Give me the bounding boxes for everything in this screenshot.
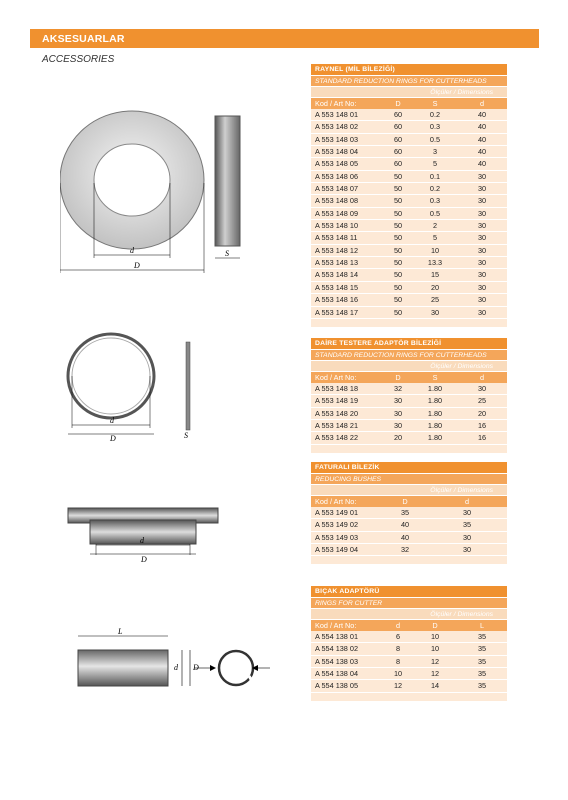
table-row bbox=[311, 134, 507, 146]
table-cell: 35 bbox=[477, 681, 487, 691]
table-cell: 30 bbox=[430, 307, 440, 317]
table-row bbox=[311, 183, 507, 195]
table-cell: 8 bbox=[395, 644, 401, 654]
table-row bbox=[311, 519, 507, 531]
table-cell: 25 bbox=[477, 396, 487, 406]
table-cell: 50 bbox=[393, 307, 403, 317]
table-cell: 3 bbox=[432, 147, 438, 157]
table-cell: 14 bbox=[430, 681, 440, 691]
table-cell: 50 bbox=[393, 171, 403, 181]
table-cell: 35 bbox=[400, 508, 410, 517]
table-cell: 10 bbox=[430, 245, 440, 255]
table-cell: A 553 149 03 bbox=[315, 532, 359, 542]
table-cell: 30 bbox=[462, 545, 472, 555]
dim-D-label: D bbox=[193, 663, 199, 672]
cutter-ring-drawing bbox=[64, 628, 274, 698]
column-header: Kod / Art No: bbox=[315, 497, 357, 506]
table-cell: 2 bbox=[432, 221, 438, 231]
table-cell: 30 bbox=[477, 307, 487, 317]
table-cell: 10 bbox=[393, 669, 403, 679]
table-cell: 10 bbox=[430, 644, 440, 654]
column-header: D bbox=[402, 497, 408, 506]
dim-d-label: d bbox=[174, 663, 178, 672]
table-cell: 6 bbox=[395, 632, 401, 641]
table-cell: A 553 148 09 bbox=[315, 208, 359, 218]
table-cell: 16 bbox=[477, 421, 487, 431]
column-header: d bbox=[479, 99, 485, 108]
table-cell: 13.3 bbox=[427, 258, 443, 268]
table-row bbox=[311, 171, 507, 183]
table-cell: 50 bbox=[393, 196, 403, 206]
table-row bbox=[311, 146, 507, 158]
table-cell: 25 bbox=[430, 295, 440, 305]
table-cell: 50 bbox=[393, 270, 403, 280]
table-cell: A 554 138 01 bbox=[315, 632, 359, 641]
table-row bbox=[311, 631, 507, 643]
table-cell: 40 bbox=[477, 110, 487, 119]
table-row bbox=[311, 220, 507, 232]
table-cell: A 553 148 14 bbox=[315, 270, 359, 280]
table-row bbox=[311, 109, 507, 121]
dim-D-label: D bbox=[110, 434, 116, 443]
table-cell: 20 bbox=[430, 282, 440, 292]
table-cell: 1.80 bbox=[427, 421, 443, 431]
table-cell: 0.3 bbox=[429, 196, 441, 206]
table-cell: 50 bbox=[393, 184, 403, 194]
table-cell: 10 bbox=[430, 632, 440, 641]
table-reducing-bushes bbox=[311, 462, 507, 564]
table-header-row bbox=[311, 371, 507, 383]
table-row bbox=[311, 643, 507, 655]
table-cell: 30 bbox=[477, 245, 487, 255]
table-row bbox=[311, 307, 507, 319]
table-cell: 1.80 bbox=[427, 384, 443, 393]
table-cell: 30 bbox=[477, 184, 487, 194]
table-cutter-rings bbox=[311, 586, 507, 701]
table-cell: 35 bbox=[462, 520, 472, 530]
table-cell: 1.80 bbox=[427, 433, 443, 443]
table-cell: 35 bbox=[477, 669, 487, 679]
table-cell: 30 bbox=[462, 532, 472, 542]
table-cell: A 553 148 21 bbox=[315, 421, 359, 431]
table-row bbox=[311, 294, 507, 306]
table-cell: A 553 149 01 bbox=[315, 508, 359, 517]
table-cell: 30 bbox=[477, 196, 487, 206]
table-cell: 60 bbox=[393, 110, 403, 119]
table-dimensions-label: Ölçüler / Dimensions bbox=[311, 608, 507, 619]
table-cell: 12 bbox=[430, 656, 440, 666]
column-header: d bbox=[395, 621, 401, 630]
table-cell: A 553 148 03 bbox=[315, 134, 359, 144]
table-cell: A 553 148 20 bbox=[315, 408, 359, 418]
table-cell: 50 bbox=[393, 282, 403, 292]
table-cell: 0.5 bbox=[429, 134, 441, 144]
table-cell: 30 bbox=[477, 384, 487, 393]
table-row bbox=[311, 507, 507, 519]
column-header: d bbox=[479, 373, 485, 382]
table-row bbox=[311, 408, 507, 420]
table-row bbox=[311, 420, 507, 432]
table-cell: A 553 149 02 bbox=[315, 520, 359, 530]
table-row bbox=[311, 668, 507, 680]
table-cell: 32 bbox=[393, 384, 403, 393]
table-row bbox=[311, 383, 507, 395]
table-cell: 30 bbox=[477, 208, 487, 218]
table-cell: A 553 148 01 bbox=[315, 110, 359, 119]
table-cell: 35 bbox=[477, 656, 487, 666]
table-cell: 12 bbox=[393, 681, 403, 691]
table-cell: 0.1 bbox=[429, 171, 441, 181]
table-title: FATURALI BİLEZİK bbox=[311, 462, 507, 473]
table-cell: 40 bbox=[400, 532, 410, 542]
column-header: Kod / Art No: bbox=[315, 621, 357, 630]
table-cell: 30 bbox=[477, 221, 487, 231]
table-cell: 5 bbox=[432, 159, 438, 169]
table-cell: 50 bbox=[393, 221, 403, 231]
dim-L-label: L bbox=[118, 628, 123, 636]
table-subtitle: STANDARD REDUCTION RINGS FOR CUTTERHEADS bbox=[311, 349, 507, 360]
table-cell: 50 bbox=[393, 258, 403, 268]
saw-adapter-ring-drawing bbox=[66, 332, 206, 444]
table-row bbox=[311, 680, 507, 692]
table-cell: 30 bbox=[477, 233, 487, 243]
table-cell: A 553 148 07 bbox=[315, 184, 359, 194]
table-cell: A 553 148 06 bbox=[315, 171, 359, 181]
table-row bbox=[311, 208, 507, 220]
table-cell: A 554 138 04 bbox=[315, 669, 359, 679]
dim-S-label: S bbox=[184, 431, 188, 440]
table-row bbox=[311, 269, 507, 281]
table-row bbox=[311, 232, 507, 244]
table-reduction-rings bbox=[311, 64, 507, 327]
table-cell: A 553 148 13 bbox=[315, 258, 359, 268]
table-row bbox=[311, 195, 507, 207]
table-row bbox=[311, 532, 507, 544]
table-title: DAİRE TESTERE ADAPTÖR BİLEZİĞİ bbox=[311, 338, 507, 349]
table-cell: 30 bbox=[462, 508, 472, 517]
table-cell: 0.2 bbox=[429, 110, 441, 119]
column-header: Kod / Art No: bbox=[315, 373, 357, 382]
table-title: BIÇAK ADAPTÖRÜ bbox=[311, 586, 507, 597]
table-cell: 50 bbox=[393, 233, 403, 243]
column-header: D bbox=[395, 373, 401, 382]
table-row bbox=[311, 282, 507, 294]
table-subtitle: STANDARD REDUCTION RINGS FOR CUTTERHEADS bbox=[311, 75, 507, 86]
table-subtitle: RINGS FOR CUTTER bbox=[311, 597, 507, 608]
table-cell: 20 bbox=[393, 433, 403, 443]
table-header-row bbox=[311, 97, 507, 109]
table-cell: 0.5 bbox=[429, 208, 441, 218]
table-row bbox=[311, 121, 507, 133]
table-cell: 50 bbox=[393, 208, 403, 218]
column-header: D bbox=[395, 99, 401, 108]
table-cell: 1.80 bbox=[427, 408, 443, 418]
table-cell: 15 bbox=[430, 270, 440, 280]
reducing-bush-drawing bbox=[66, 500, 226, 565]
table-cell: 60 bbox=[393, 159, 403, 169]
section-header: AKSESUARLAR bbox=[30, 29, 539, 48]
table-cell: 1.80 bbox=[427, 396, 443, 406]
table-row bbox=[311, 158, 507, 170]
section-subtitle: ACCESSORIES bbox=[42, 54, 115, 65]
table-dimensions-label: Ölçüler / Dimensions bbox=[311, 360, 507, 371]
table-cell: 32 bbox=[400, 545, 410, 555]
reduction-ring-drawing bbox=[60, 108, 280, 278]
column-header: S bbox=[432, 373, 438, 382]
dim-d-label: d bbox=[130, 246, 134, 255]
table-cell: A 553 149 04 bbox=[315, 545, 359, 555]
table-saw-adapter-rings bbox=[311, 338, 507, 453]
table-cell: 40 bbox=[400, 520, 410, 530]
table-cell: A 554 138 02 bbox=[315, 644, 359, 654]
table-cell: 12 bbox=[430, 669, 440, 679]
table-subtitle: REDUCING BUSHES bbox=[311, 473, 507, 484]
table-cell: 40 bbox=[477, 147, 487, 157]
table-cell: A 553 148 16 bbox=[315, 295, 359, 305]
table-cell: A 553 148 02 bbox=[315, 122, 359, 132]
table-dimensions-label: Ölçüler / Dimensions bbox=[311, 484, 507, 495]
dim-d-label: d bbox=[110, 416, 114, 425]
table-cell: 40 bbox=[477, 159, 487, 169]
dim-D-label: D bbox=[134, 261, 140, 270]
table-cell: 30 bbox=[393, 421, 403, 431]
table-cell: 50 bbox=[393, 245, 403, 255]
table-cell: 5 bbox=[432, 233, 438, 243]
table-header-row bbox=[311, 495, 507, 507]
table-cell: 0.2 bbox=[429, 184, 441, 194]
table-cell: 60 bbox=[393, 122, 403, 132]
table-cell: A 553 148 05 bbox=[315, 159, 359, 169]
table-row bbox=[311, 544, 507, 556]
table-cell: A 553 148 15 bbox=[315, 282, 359, 292]
dim-S-label: S bbox=[225, 249, 229, 258]
table-row bbox=[311, 257, 507, 269]
table-cell: 40 bbox=[477, 134, 487, 144]
table-row bbox=[311, 432, 507, 444]
table-cell: 50 bbox=[393, 295, 403, 305]
dim-d-label: d bbox=[140, 536, 144, 545]
table-cell: A 553 148 18 bbox=[315, 384, 359, 393]
table-cell: 30 bbox=[477, 295, 487, 305]
table-cell: A 554 138 03 bbox=[315, 656, 359, 666]
table-cell: 35 bbox=[477, 632, 487, 641]
table-cell: 40 bbox=[477, 122, 487, 132]
table-row bbox=[311, 395, 507, 407]
table-cell: 30 bbox=[477, 171, 487, 181]
column-header: d bbox=[464, 497, 470, 506]
table-cell: A 553 148 11 bbox=[315, 233, 358, 243]
table-cell: 30 bbox=[477, 282, 487, 292]
table-cell: 0.3 bbox=[429, 122, 441, 132]
column-header: Kod / Art No: bbox=[315, 99, 357, 108]
table-row bbox=[311, 656, 507, 668]
table-cell: A 554 138 05 bbox=[315, 681, 359, 691]
table-cell: A 553 148 10 bbox=[315, 221, 359, 231]
table-cell: 16 bbox=[477, 433, 487, 443]
dim-D-label: D bbox=[141, 555, 147, 564]
table-cell: A 553 148 04 bbox=[315, 147, 359, 157]
table-cell: 8 bbox=[395, 656, 401, 666]
table-cell: A 553 148 17 bbox=[315, 307, 359, 317]
table-cell: 30 bbox=[393, 408, 403, 418]
table-cell: A 553 148 19 bbox=[315, 396, 359, 406]
table-cell: 60 bbox=[393, 134, 403, 144]
table-dimensions-label: Ölçüler / Dimensions bbox=[311, 86, 507, 97]
table-cell: 20 bbox=[477, 408, 487, 418]
table-cell: A 553 148 22 bbox=[315, 433, 359, 443]
table-cell: 30 bbox=[393, 396, 403, 406]
table-cell: 30 bbox=[477, 270, 487, 280]
table-cell: 60 bbox=[393, 147, 403, 157]
table-cell: 35 bbox=[477, 644, 487, 654]
column-header: D bbox=[432, 621, 438, 630]
table-cell: A 553 148 08 bbox=[315, 196, 359, 206]
table-header-row bbox=[311, 619, 507, 631]
table-cell: A 553 148 12 bbox=[315, 245, 359, 255]
table-cell: 30 bbox=[477, 258, 487, 268]
column-header: L bbox=[479, 621, 485, 630]
table-title: RAYNEL (MİL BİLEZİĞİ) bbox=[311, 64, 507, 75]
table-row bbox=[311, 245, 507, 257]
column-header: S bbox=[432, 99, 438, 108]
